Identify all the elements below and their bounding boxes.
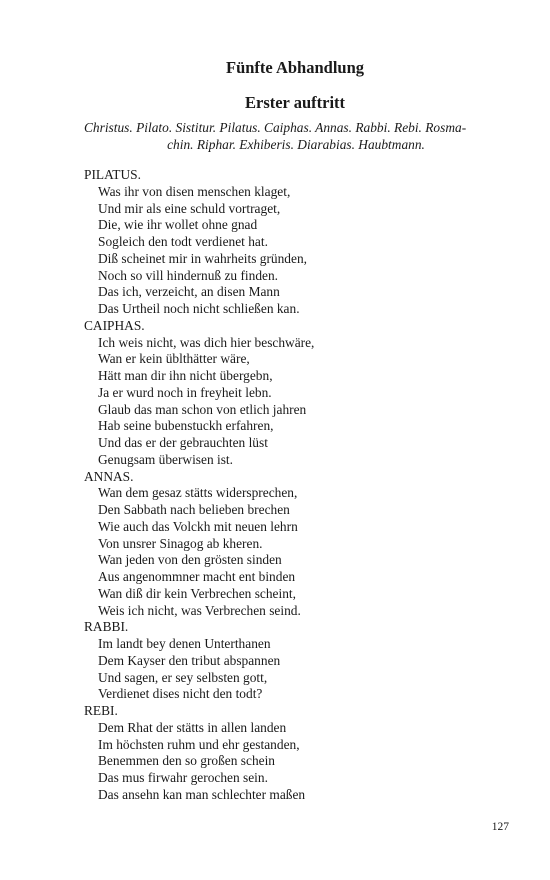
verse-line: Dem Kayser den tribut abspannen xyxy=(98,652,281,668)
verse-line: Und das er der gebrauchten lüst xyxy=(98,435,268,450)
speaker-name: ANNAS. xyxy=(84,468,134,484)
verse-line: Das Urtheil noch nicht schließen kan. xyxy=(98,301,300,316)
verse-line: Das ansehn kan man schlechter maßen xyxy=(98,786,306,802)
cast-list-line: chin. Riphar. Exhiberis. Diarabias. Haubtmann. xyxy=(167,137,425,152)
verse-line: Genugsam überwisen ist. xyxy=(98,451,233,467)
verse-line: Was ihr von disen menschen klaget, xyxy=(98,183,291,199)
verse-line: Im höchsten ruhm und ehr gestanden, xyxy=(98,736,300,752)
verse-line: Im landt bey denen Unterthanen xyxy=(98,636,271,651)
verse-line: Das ich, verzeicht, an disen Mann xyxy=(98,284,280,300)
verse-line: Wan er kein üblthätter wäre, xyxy=(98,351,250,367)
verse-line: Und mir als eine schuld vortraget, xyxy=(98,200,281,216)
verse-line: Wan dem gesaz stätts widersprechen, xyxy=(98,485,298,501)
verse-line: Das mus firwahr gerochen sein. xyxy=(98,770,268,785)
verse-line: Weis ich nicht, was Verbrechen seind. xyxy=(98,602,301,618)
verse-line: Diß scheinet mir in wahrheits gründen, xyxy=(98,250,307,266)
act-heading: Fünfte Abhandlung xyxy=(225,58,365,77)
verse-line: Ja er wurd noch in freyheit lebn. xyxy=(98,384,272,400)
verse-line: Ich weis nicht, was dich hier beschwäre, xyxy=(98,334,315,350)
verse-line: Dem Rhat der stätts in allen landen xyxy=(98,719,287,735)
speaker-name: CAIPHAS. xyxy=(84,317,145,333)
verse-line: Verdienet dises nicht den todt? xyxy=(98,686,263,702)
verse-line: Die, wie ihr wollet ohne gnad xyxy=(98,217,258,233)
speaker-name: PILATUS. xyxy=(84,167,141,182)
verse-line: Noch so vill hindernuß zu finden. xyxy=(98,267,278,283)
verse-line: Von unsrer Sinagog ab kheren. xyxy=(98,535,263,551)
verse-line: Glaub das man schon von etlich jahren xyxy=(98,401,307,417)
verse-line: Aus angenommner macht ent binden xyxy=(98,569,296,584)
verse-line: Wan diß dir kein Verbrechen scheint, xyxy=(98,585,296,601)
verse-line: Den Sabbath nach belieben brechen xyxy=(98,502,290,517)
verse-line: Und sagen, er sey selbsten gott, xyxy=(98,669,268,685)
cast-list xyxy=(84,119,508,153)
verse-line: Benemmen den so großen schein xyxy=(98,753,276,769)
dialogue-text xyxy=(84,167,504,804)
speaker-name: REBI. xyxy=(84,703,118,718)
cast-list-line: Christus. Pilato. Sistitur. Pilatus. Caiphas. Annas. Rabbi. Rebi. Rosma- xyxy=(84,120,467,135)
verse-line: Hätt man dir ihn nicht übergebn, xyxy=(98,368,273,383)
verse-line: Wan jeden von den grösten sinden xyxy=(98,552,282,568)
verse-line: Hab seine bubenstuckh erfahren, xyxy=(98,418,274,434)
page-number: 127 xyxy=(491,821,509,833)
verse-line: Wie auch das Volckh mit neuen lehrn xyxy=(98,518,298,534)
scene-heading: Erster auftritt xyxy=(244,93,346,112)
speaker-name: RABBI. xyxy=(84,619,129,635)
verse-line: Sogleich den todt verdienet hat. xyxy=(98,234,268,249)
